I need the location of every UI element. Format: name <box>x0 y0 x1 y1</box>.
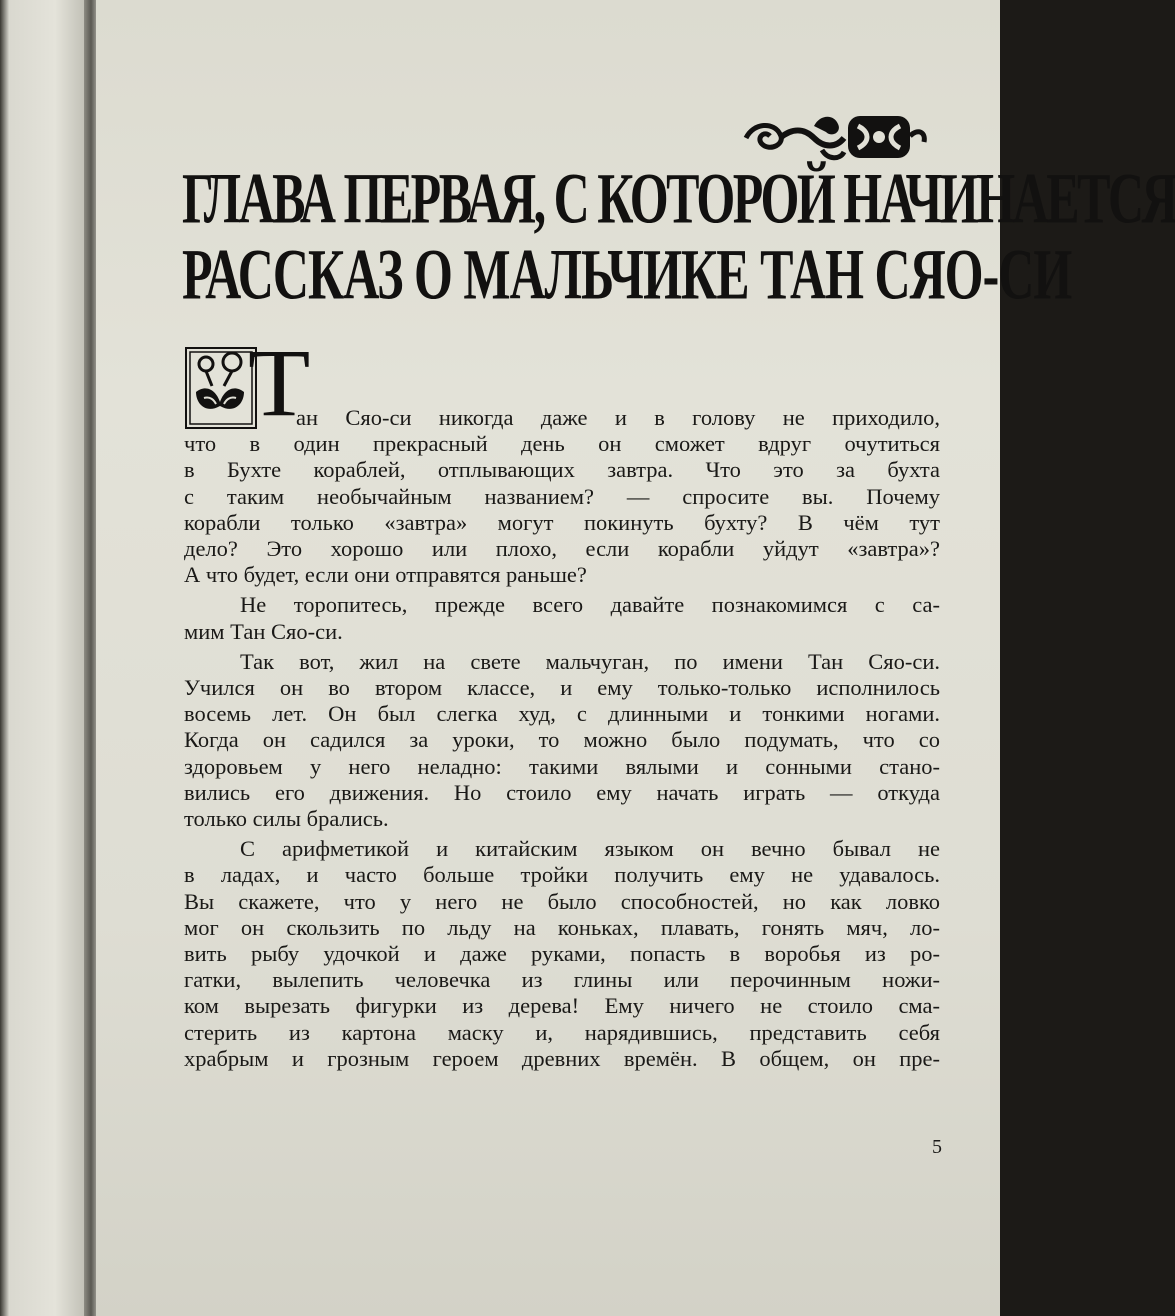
text-line: корабли только «завтра» могут покинуть бухту? В чём тут <box>184 509 940 535</box>
text-line: стерить из картона маску и, нарядившись, представить себя <box>184 1019 940 1045</box>
text-line: Учился он во втором классе, и ему только-только исполнилось <box>184 675 940 701</box>
chapter-title-line-1: ГЛАВА ПЕРВАЯ, С КОТОРОЙ НАЧИНАЕТСЯ <box>182 157 1175 239</box>
text-line: ан Сяо-си никогда даже и в голову не приходило, <box>296 405 940 430</box>
text-line: только силы брались. <box>184 806 389 832</box>
paragraph-2 <box>184 592 940 644</box>
text-line: вились его движения. Но стоило ему начать играть — откуда <box>184 779 940 805</box>
paragraph-1 <box>184 405 940 588</box>
text-line: Так вот, жил на свете мальчуган, по имени Тан Сяо-си. <box>240 648 940 674</box>
chapter-title <box>182 157 1175 315</box>
text-line: здоровьем у него неладно: такими вялыми и сонными стано- <box>184 753 940 779</box>
text-line: дело? Это хорошо или плохо, если корабли уйдут «завтра»? <box>184 536 940 562</box>
text-line: Не торопитесь, прежде всего давайте познакомимся с са- <box>240 592 940 618</box>
text-line: в Бухте кораблей, отплывающих завтра. Что это за бухта <box>184 457 940 483</box>
text-line: храбрым и грозным героем древних времён. В общем, он пре- <box>184 1045 940 1071</box>
text-line: что в один прекрасный день он сможет вдруг очутиться <box>184 431 940 457</box>
paragraph-4 <box>184 836 940 1072</box>
chapter-title-line-2: РАССКАЗ О МАЛЬЧИКЕ ТАН СЯО-СИ <box>182 233 1072 315</box>
text-line: С арифметикой и китайским языком он вечно бывал не <box>240 836 940 862</box>
text-line: вить рыбу удочкой и даже руками, попасть в воробья из ро- <box>184 941 940 967</box>
previous-page-edge <box>0 0 92 1316</box>
text-line: восемь лет. Он был слегка худ, с длинными и тонкими ногами. <box>184 701 940 727</box>
text-line: гатки, вылепить человечка из глины или перочинным ножи- <box>184 967 940 993</box>
text-line: с таким необычайным названием? — спросите вы. Почему <box>184 483 940 509</box>
text-line: мим Тан Сяо-си. <box>184 618 343 644</box>
text-line: А что будет, если они отправятся раньше? <box>184 562 587 588</box>
drop-cap-letter: Т <box>248 329 311 437</box>
body-text <box>184 405 940 1076</box>
text-line: в ладах, и часто больше тройки получить ему не удавалось. <box>184 862 940 888</box>
paragraph-3 <box>184 649 940 832</box>
page-number: 5 <box>932 1136 942 1158</box>
text-line: мог он скользить по льду на коньках, плавать, гонять мяч, ло- <box>184 914 940 940</box>
text-line: Когда он садился за уроки, то можно было подумать, что со <box>184 727 940 753</box>
text-line: ком вырезать фигурки из дерева! Ему ничего не стоило сма- <box>184 993 940 1019</box>
text-line: Вы скажете, что у него не было способностей, но как ловко <box>184 888 940 914</box>
